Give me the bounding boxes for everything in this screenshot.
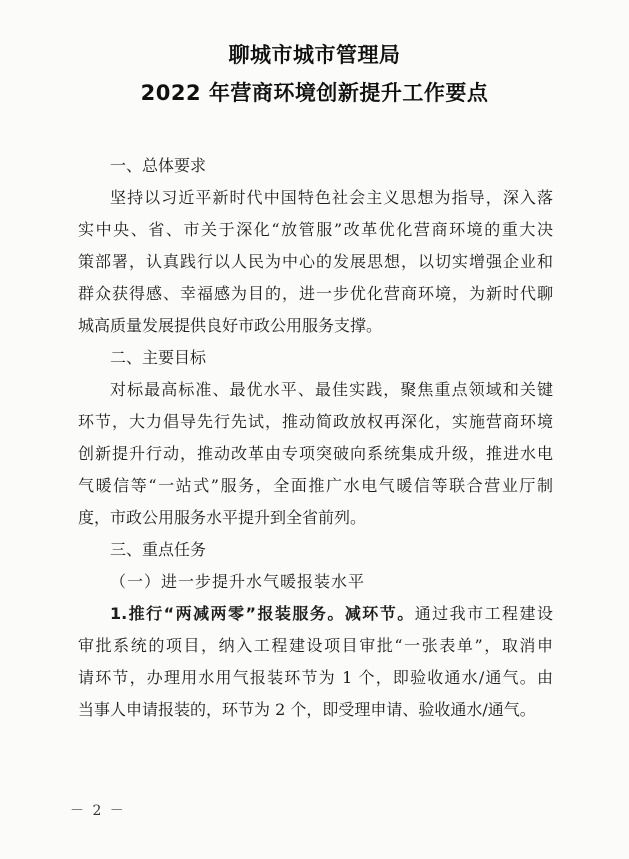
paragraph-line: 策部署，认真践行以人民为中心的发展思想，以切实增强企业和 [78, 252, 553, 271]
paragraph-line: 度，市政公用服务水平提升到全省前列。 [78, 508, 367, 527]
title-line-1: 聊城市城市管理局 [228, 43, 401, 67]
document-body [78, 150, 553, 726]
paragraph-line: 气暖信等“一站式”服务，全面推广水电气暖信等联合营业厅制 [78, 476, 553, 495]
section-1-paragraph [78, 182, 553, 342]
section-2-heading: 二、主要目标 [110, 348, 207, 367]
section-2-paragraph [78, 374, 553, 534]
section-3-paragraph [78, 598, 553, 726]
item-1-bold-lead: 1.推行“两减两零”报装服务。减环节。 [110, 604, 415, 623]
paragraph-line: 审批系统的项目，纳入工程建设项目审批“一张表单”，取消申 [78, 636, 553, 655]
title-line-2: 2022 年营商环境创新提升工作要点 [140, 81, 489, 105]
item-1-lead-rest: 通过我市工程建设 [414, 604, 553, 623]
paragraph-line: 坚持以习近平新时代中国特色社会主义思想为指导，深入落 [110, 188, 553, 207]
section-3-heading: 三、重点任务 [110, 540, 207, 559]
paragraph-line: 对标最高标准、最优水平、最佳实践，聚焦重点领域和关键 [110, 380, 553, 399]
paragraph-line: 实中央、省、市关于深化“放管服”改革优化营商环境的重大决 [78, 220, 553, 239]
paragraph-line [78, 598, 553, 630]
section-3-subheading: （一）进一步提升水气暖报装水平 [110, 572, 366, 591]
paragraph-line: 城高质量发展提供良好市政公用服务支撑。 [78, 316, 383, 335]
page-number: － 2 － [70, 803, 126, 819]
paragraph-line: 请环节，办理用水用气报装环节为 1 个，即验收通水/通气。由 [78, 668, 553, 687]
section-1-heading: 一、总体要求 [110, 156, 207, 175]
paragraph-line: 当事人申请报装的，环节为 2 个，即受理申请、验收通水/通气。 [78, 700, 536, 719]
paragraph-line: 创新提升行动，推动改革由专项突破向系统集成升级，推进水电 [78, 444, 553, 463]
document-title [0, 36, 629, 112]
paragraph-line: 群众获得感、幸福感为目的，进一步优化营商环境，为新时代聊 [78, 284, 553, 303]
paragraph-line: 环节，大力倡导先行先试，推动简政放权再深化，实施营商环境 [78, 412, 553, 431]
